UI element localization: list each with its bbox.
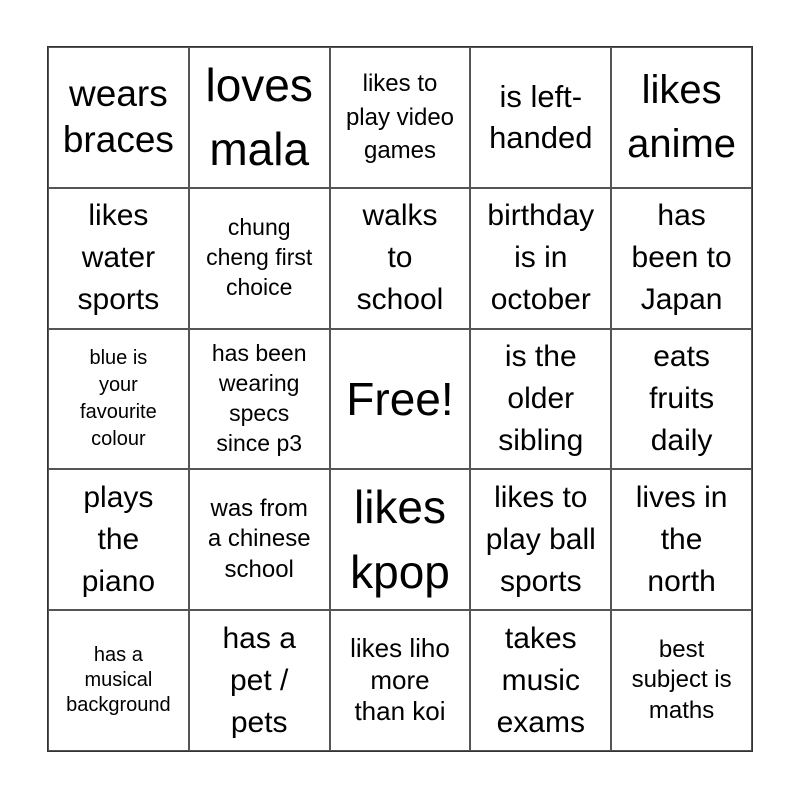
cell-text: plays the piano	[81, 480, 156, 598]
bingo-cell[interactable]	[470, 329, 611, 470]
cell-text: has a musical background	[66, 644, 171, 717]
cell-text: best subject is maths	[631, 635, 732, 724]
cell-text: is the older sibling	[498, 339, 584, 457]
bingo-cell[interactable]	[611, 469, 752, 610]
bingo-cell[interactable]	[470, 610, 611, 751]
bingo-cell[interactable]	[330, 469, 471, 610]
cell-text: lives in the north	[635, 480, 728, 598]
cell-text: is left- handed	[489, 78, 593, 156]
bingo-cell[interactable]	[48, 610, 189, 751]
bingo-cell[interactable]	[611, 47, 752, 188]
cell-text: wears braces	[62, 73, 174, 161]
bingo-cell[interactable]	[189, 329, 330, 470]
free-space[interactable]	[330, 329, 471, 470]
cell-text: has been wearing specs since p3	[211, 340, 307, 456]
bingo-cell[interactable]	[189, 47, 330, 188]
bingo-cell[interactable]	[470, 469, 611, 610]
cell-text: has been to Japan	[631, 199, 732, 317]
bingo-board	[47, 46, 753, 752]
cell-text: eats fruits daily	[649, 339, 715, 457]
bingo-cell[interactable]	[470, 47, 611, 188]
cell-text: likes to play video games	[345, 70, 455, 165]
cell-text: has a pet / pets	[222, 621, 296, 739]
bingo-cell[interactable]	[189, 469, 330, 610]
cell-text: blue is your favourite colour	[80, 346, 157, 450]
cell-text: was from a chinese school	[207, 494, 311, 584]
cell-text: loves mala	[205, 59, 313, 176]
bingo-cell[interactable]	[48, 188, 189, 329]
bingo-cell[interactable]	[611, 188, 752, 329]
cell-text: likes water sports	[77, 199, 160, 317]
cell-text: walks to school	[356, 199, 444, 317]
bingo-cell[interactable]	[330, 610, 471, 751]
bingo-cell[interactable]	[611, 610, 752, 751]
bingo-cell[interactable]	[48, 47, 189, 188]
cell-text: birthday is in october	[487, 199, 595, 317]
cell-text: likes to play ball sports	[485, 480, 596, 598]
bingo-cell[interactable]	[470, 188, 611, 329]
bingo-cell[interactable]	[330, 47, 471, 188]
cell-text: chung cheng first choice	[206, 214, 313, 301]
cell-text: likes anime	[627, 68, 737, 167]
bingo-cell[interactable]	[611, 329, 752, 470]
cell-text: likes liho more than koi	[350, 633, 450, 727]
bingo-cell[interactable]	[189, 188, 330, 329]
bingo-cell[interactable]	[48, 469, 189, 610]
cell-text: likes kpop	[350, 481, 450, 598]
bingo-cell[interactable]	[48, 329, 189, 470]
bingo-cell[interactable]	[189, 610, 330, 751]
bingo-cell[interactable]	[330, 188, 471, 329]
cell-text: takes music exams	[496, 621, 585, 739]
free-space-label: Free!	[346, 372, 454, 425]
